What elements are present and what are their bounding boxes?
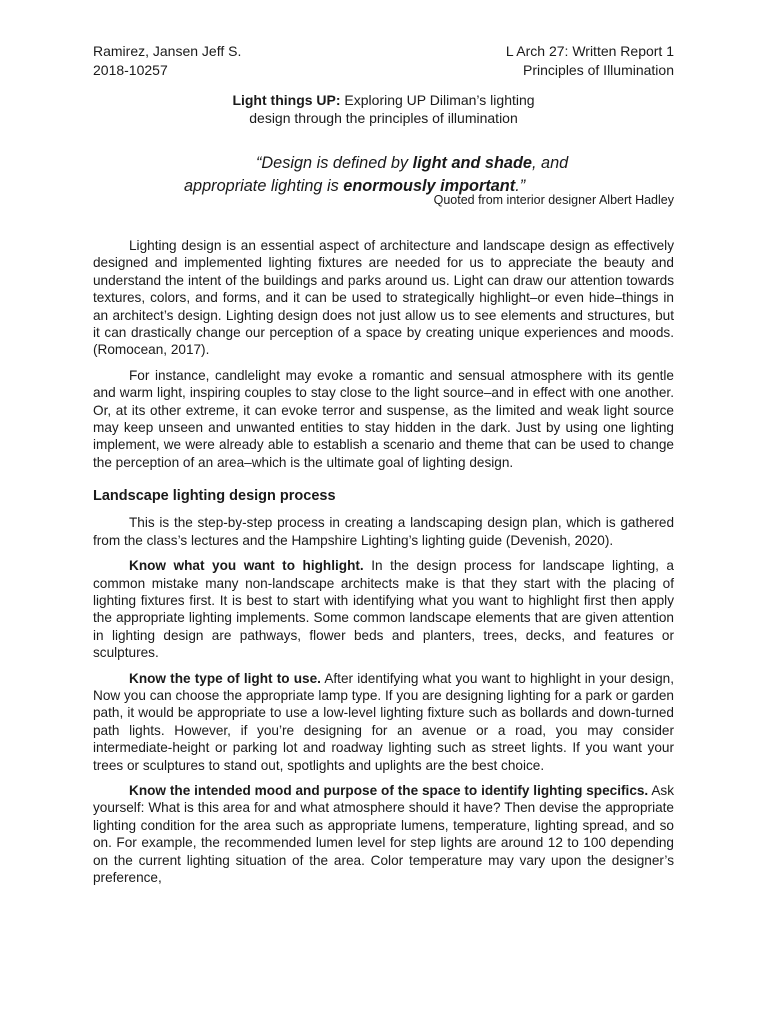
quote-attribution: Quoted from interior designer Albert Hadley <box>433 193 674 207</box>
report-body <box>93 237 674 894</box>
paragraph-light-type <box>93 670 674 774</box>
header-left <box>93 42 241 80</box>
step-light-type-label: Know the type of light to use. <box>129 670 321 686</box>
title-line2: design through the principles of illumination <box>249 110 518 126</box>
quote-part1: “Design is defined by <box>256 154 413 172</box>
step-mood-text: Ask yourself: What is this area for and what atmosphere should it have? Then devise the appropriate lighting condition for the area such as appropriate lumens, temperature, lighting spread, and so on. For example, the recommended lumen level for step lights are around 12 to 100 depending on the current lighting situation of the area. Color temperature may vary upon the designer’s preference, <box>93 782 674 885</box>
step-highlight-label: Know what you want to highlight. <box>129 558 364 574</box>
author-name: Ramirez, Jansen Jeff S. <box>93 43 242 59</box>
title-bold: Light things UP: <box>232 92 341 108</box>
quote-bold1: light and shade <box>412 154 532 172</box>
epigraph-quote <box>93 152 674 198</box>
section-heading: Landscape lighting design process <box>93 488 336 505</box>
step-highlight-text: In the design process for landscape lighting, a common mistake many non-landscape architects make is that they start with the placing of lighting fixtures first. It is best to start with identifying what you want to highlight first then apply the appropriate lighting implements. Some common landscape elements that are given attention in lighting design are pathways, flower beds and planters, trees, decks, and features or sculptures. <box>93 558 674 661</box>
title-line1: Exploring UP Diliman’s lighting <box>340 92 535 108</box>
quote-part3: appropriate lighting is <box>184 177 344 195</box>
header-right <box>506 42 674 80</box>
paragraph-candlelight: For instance, candlelight may evoke a romantic and sensual atmosphere with its gentle and warm light, inspiring couples to stay close to the light source–and in effect with one another. Or, at its other extreme, it can evoke terror and suspense, as the limited and weak light source may keep unseen and unwanted entities to stay hidden in the dark. Just by using one lighting implement, we were already able to establish a scenario and theme that can be used to change the perception of an area–which is the ultimate goal of lighting design. <box>93 367 674 470</box>
student-number: 2018-10257 <box>93 62 168 78</box>
subject-title: Principles of Illumination <box>523 62 674 78</box>
paragraph-mood <box>93 782 674 886</box>
report-title <box>93 91 674 127</box>
course-title: L Arch 27: Written Report 1 <box>505 43 674 59</box>
quote-bold2: enormously important <box>343 177 516 195</box>
paragraph-process-intro: This is the step-by-step process in creating a landscaping design plan, which is gathered from the class’s lectures and the Hampshire Lighting’s lighting guide (Devenish, 2020). <box>93 515 674 548</box>
paragraph-highlight <box>93 557 674 661</box>
quote-part4: .” <box>515 177 526 195</box>
step-light-type-text: After identifying what you want to highlight in your design, Now you can choose the appropriate lamp type. If you are designing lighting for a park or garden path, it would be appropriate to use a low-level lighting fixture such as bollards and down-turned path lights. However, if you’re designing for an avenue or a road, you may consider intermediate-height or parking lot and roadway lighting such as street lights. If you want your trees or sculptures to stand out, spotlights and uplights are the best choice. <box>93 670 674 773</box>
paragraph-intro: Lighting design is an essential aspect of architecture and landscape design as effectively designed and implemented lighting fixtures are needed for us to appreciate the beauty and understand the intent of the buildings and parks around us. Light can draw our attention towards textures, colors, and forms, and it can be used to strategically highlight–or even hide–things in an architect’s design. Lighting design does not just allow us to see elements and structures, but it can drastically change our perception of a space by creating unique experiences and moods. (Romocean, 2017). <box>93 238 674 358</box>
step-mood-label: Know the intended mood and purpose of the space to identify lighting specifics. <box>129 782 649 798</box>
quote-part2: , and <box>532 154 569 172</box>
